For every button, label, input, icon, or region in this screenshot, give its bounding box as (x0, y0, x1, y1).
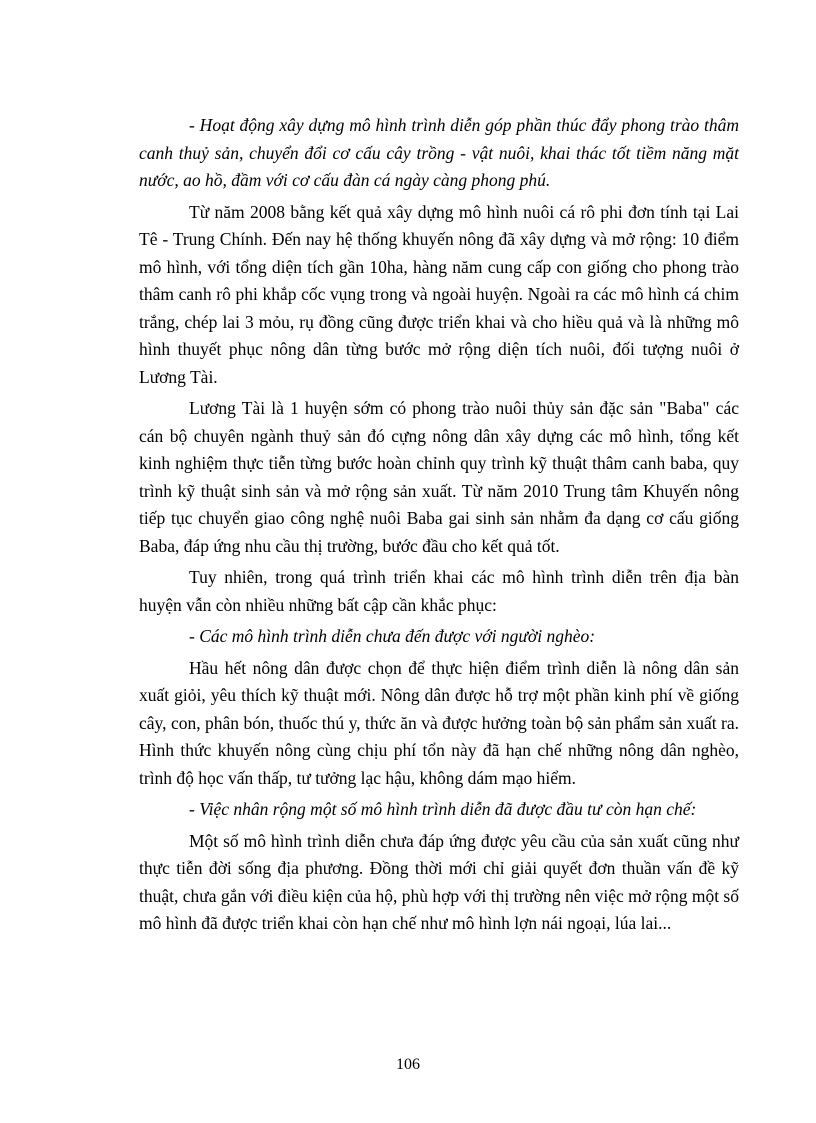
paragraph-tilapia-models: Từ năm 2008 bằng kết quả xây dựng mô hình nuôi cá rô phi đơn tính tại Lai Tê - Trung Chính. Đến nay hệ thống khuyến nông đã xây dựng và mở rộng: 10 điểm mô hình, với tổng diện tích gần 10ha, hàng năm cung cấp con giống cho phong trào thâm canh rô phi khắp cốc vụng trong và ngoài huyện. Ngoài ra các mô hình cá chim trắng, chép lai 3 mỏu, rụ đồng cũng được triển khai và cho hiều quả và là những mô hình thuyết phục nông dân từng bước mở rộng diện tích nuôi, đối tượng nuôi ở Lương Tài. (139, 201, 739, 387)
paragraph-poor-farmers: Hầu hết nông dân được chọn để thực hiện điểm trình diễn là nông dân sản xuất giỏi, yêu thích kỹ thuật mới. Nông dân được hỗ trợ một phần kinh phí về giống cây, con, phân bón, thuốc thú y, thức ăn và được hưởng toàn bộ sản phẩm sản xuất ra. Hình thức khuyến nông cùng chịu phí tổn này đã hạn chế những nông dân nghèo, trình độ học vấn thấp, tư tưởng lạc hậu, không dám mạo hiểm. (139, 657, 739, 788)
paragraph-shortcomings: Tuy nhiên, trong quá trình triển khai các mô hình trình diễn trên địa bàn huyện vẫn còn nhiều những bất cập cần khắc phục: (139, 567, 739, 615)
page-number: 106 (396, 1056, 420, 1073)
paragraph-baba-turtle: Lương Tài là 1 huyện sớm có phong trào nuôi thủy sản đặc sản "Baba" các cán bộ chuyên ngành thuỷ sản đó cựng nông dân xây dựng các mô hình, tổng kết kinh nghiệm thực tiễn từng bước hoàn chỉnh quy trình kỹ thuật thâm canh baba, quy trình kỹ thuật sinh sản và mở rộng sản xuất. Từ năm 2010 Trung tâm Khuyến nông tiếp tục chuyển giao công nghệ nuôi Baba gai sinh sản nhằm đa dạng cơ cấu giống Baba, đáp ứng nhu cầu thị trường, bước đầu cho kết quả tốt. (139, 398, 739, 556)
paragraph-intro-italic: - Hoạt động xây dựng mô hình trình diễn góp phần thúc đẩy phong trào thâm canh thuỷ sản, chuyển đổi cơ cấu cây trồng - vật nuôi, khai thác tốt tiềm năng mặt nước, ao hồ, đầm với cơ cấu đàn cá ngày càng phong phú. (139, 115, 739, 190)
heading-replication-limited: - Việc nhân rộng một số mô hình trình diễn đã được đầu tư còn hạn chế: (189, 799, 697, 819)
heading-poor-farmers: - Các mô hình trình diễn chưa đến được với người nghèo: (189, 626, 596, 646)
body-text (139, 112, 739, 942)
paragraph-replication-limited: Một số mô hình trình diễn chưa đáp ứng được yêu cầu của sản xuất cũng như thực tiễn đời sống địa phương. Đồng thời mới chỉ giải quyết đơn thuần vấn đề kỹ thuật, chưa gắn với điều kiện của hộ, phù hợp với thị trường nên việc mở rộng một số mô hình đã được triển khai còn hạn chế như mô hình lợn nái ngoại, lúa lai... (139, 830, 739, 933)
